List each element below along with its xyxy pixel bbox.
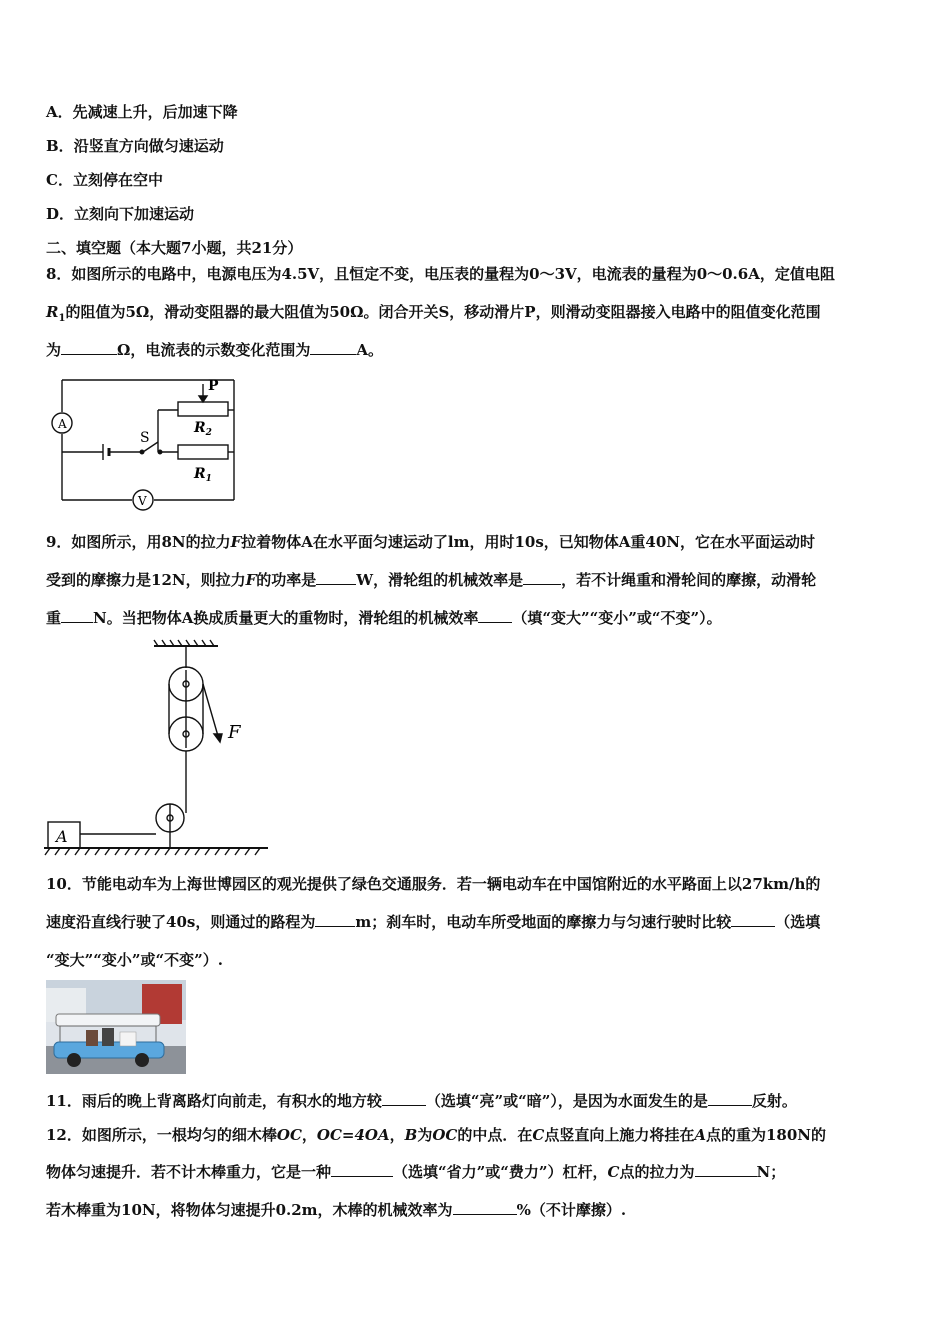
q10-line-3: “变大”“变小”或“不变”）. <box>46 951 223 969</box>
q12-line-3: 若木棒重为10N，将物体匀速提升0.2m，木棒的机械效率为 %（不计摩擦）. <box>46 1201 627 1219</box>
q10-line-2: 速度沿直线行驶了40s，则通过的路程为 m；刹车时，电动车所受地面的摩擦力与匀速行驶时比较 （选填 <box>46 913 821 931</box>
slider-label: P <box>208 378 219 394</box>
q12-line-1: 12．如图所示，一根均匀的细木棒OC，OC=4OA，B为OC的中点．在C点竖直向上施力将挂在A点的重为180N的 <box>46 1126 827 1144</box>
q12-blank-3[interactable] <box>453 1200 517 1215</box>
q8-line-3: 为 Ω，电流表的示数变化范围为 A。 <box>46 341 384 359</box>
q10-line-1: 10．节能电动车为上海世博园区的观光提供了绿色交通服务．若一辆电动车在中国馆附近的水平路面上以27km/h的 <box>46 875 821 893</box>
q9-pulley-diagram <box>44 638 274 860</box>
q9-line-1: 9．如图所示，用8N的拉力F拉着物体A在水平面匀速运动了lm，用时10s，已知物体A重40N，它在水平面运动时 <box>46 533 816 551</box>
option-d: D．立刻向下加速运动 <box>46 205 195 223</box>
q11-blank-2[interactable] <box>708 1091 752 1106</box>
q12-line-2: 物体匀速提升．若不计木棒重力，它是一种 （选填“省力”或“费力”）杠杆，C点的拉力为 N； <box>46 1163 786 1181</box>
q9-blank-2[interactable] <box>523 570 561 585</box>
q9-blank-1[interactable] <box>316 570 356 585</box>
q11-line: 11．雨后的晚上背离路灯向前走，有积水的地方较 （选填“亮”或“暗”），是因为水面发生的是 反射。 <box>46 1092 797 1110</box>
q9-line-2: 受到的摩擦力是12N，则拉力F的功率是 W，滑轮组的机械效率是 ，若不计绳重和滑轮间的摩擦，动滑轮 <box>46 571 817 589</box>
ammeter-label: A <box>58 417 67 431</box>
r2-label: $R_2$ <box>194 420 212 438</box>
q10-blank-2[interactable] <box>731 912 775 927</box>
block-label: A <box>56 827 68 846</box>
q8-line-1: 8．如图所示的电路中，电源电压为4.5V，且恒定不变，电压表的量程为0～3V，电流表的量程为0～0.6A，定值电阻 <box>46 265 835 283</box>
q12-blank-2[interactable] <box>695 1162 757 1177</box>
force-label: F <box>228 722 241 743</box>
q10-blank-1[interactable] <box>315 912 355 927</box>
q9-line-3: 重 N。当把物体A换成质量更大的重物时，滑轮组的机械效率 （填“变大”“变小”或“不变”）。 <box>46 609 722 627</box>
option-b: B．沿竖直方向做匀速运动 <box>46 137 224 155</box>
switch-label: S <box>140 430 150 446</box>
q12-blank-1[interactable] <box>331 1162 393 1177</box>
q8-circuit-diagram <box>48 372 248 512</box>
q8-blank-2[interactable] <box>310 340 356 355</box>
q8-line-2: $R_1$的阻值为5Ω，滑动变阻器的最大阻值为50Ω。闭合开关S，移动滑片P，则滑动变阻器接入电路中的阻值变化范围 <box>46 303 821 324</box>
option-c: C．立刻停在空中 <box>46 171 163 189</box>
q8-blank-1[interactable] <box>61 340 117 355</box>
q9-blank-4[interactable] <box>478 608 512 623</box>
section-heading: 二、填空题（本大题7小题，共21分） <box>46 239 303 257</box>
option-a: A．先减速上升，后加速下降 <box>46 103 238 121</box>
voltmeter-label: V <box>138 494 147 508</box>
r1-label: $R_1$ <box>194 466 212 484</box>
q9-blank-3[interactable] <box>61 608 93 623</box>
q11-blank-1[interactable] <box>382 1091 426 1106</box>
electric-car-photo <box>46 980 186 1074</box>
